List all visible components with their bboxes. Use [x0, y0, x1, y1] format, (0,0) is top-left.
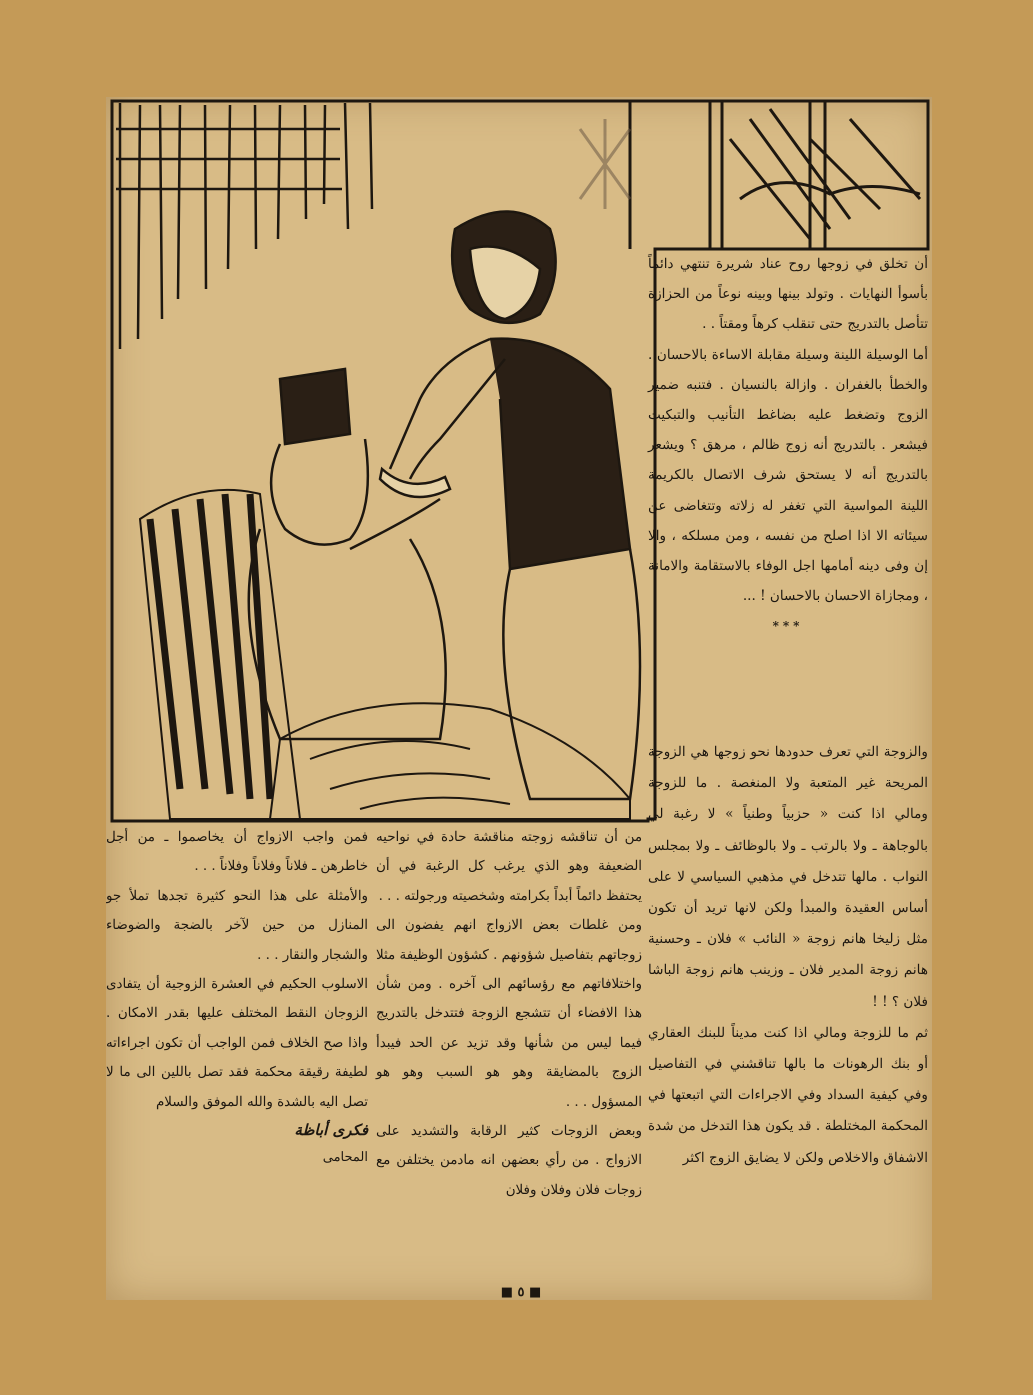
- magazine-page: [106, 97, 932, 1300]
- blanket: [270, 703, 630, 819]
- paragraph: أما الوسيلة اللينة وسيلة مقابلة الاساءة بالاحسان . والخطأ بالغفران . وازالة بالنسيان . فتنبه ضمير الزوج وتضغط عليه بضاغط التأنيب والتبكيت فيشعر . بالتدريج أنه زوج ظالم ، مرهق ؟ ويشعر بالتدريج أنه لا يستحق شرف الاتصال بالكريمة اللينة المواسية التي تغفر له زلاته وتتغاضى عن سيئاته الا اذا اصلح من نفسه ، ومن مسلكه ، والا إن وفى دينه أمامها اجل الوفاء بالاستقامة والامانة ، ومجازاة الاحسان بالاحسان ! ...: [648, 346, 928, 605]
- article-right-column: [648, 249, 928, 642]
- paragraph: والأمثلة على هذا النحو كثيرة تجدها تملأ جو المنازل من حين لآخر بالضجة والضوضاء والشجار والنقار . . .: [106, 888, 368, 963]
- section-separator: ***: [772, 619, 804, 634]
- woman: [390, 212, 640, 800]
- paragraph: فمن واجب الازواج أن يخاصموا ـ من أجل خاطرهن ـ فلاناً وفلاناً وفلاناً . . .: [106, 830, 368, 875]
- paragraph: الاسلوب الحكيم في العشرة الزوجية أن يتفادى الزوجان النقط المختلف عليها بقدر الامكان . واذا صح الخلاف فمن الواجب أن تكون اجراءاته لطيفة رقيقة محكمة فقد تصل باللين الى ما لا تصل اليه بالشدة والله الموفق والسلام: [106, 977, 368, 1110]
- author-title: المحامى: [322, 1150, 368, 1166]
- curtain: [116, 103, 372, 349]
- window-frame: [630, 101, 920, 249]
- cup: [380, 469, 450, 497]
- paragraph: والزوجة التي تعرف حدودها نحو زوجها هي الزوجة المريحة غير المتعبة ولا المنغصة . ما للزوجة ومالي اذا كنت « حزبياً وطنياً » لا رغبة لي بالوجاهة ـ ولا بالرتب ـ ولا بالوظائف ـ ولا بمجلس النواب . مالها تتدخل في مذهبي السياسي لا على أساس العقيدة والمبدأ ولكن لانها تريد أن تكون مثل زليخا هانم زوجة « النائب » فلان ـ وحسنية هانم زوجة المدير فلان ـ وزينب هانم زوجة الباشا فلان ؟ ! !: [648, 744, 928, 1010]
- article-middle-column: [376, 823, 642, 1205]
- author-signature: فكرى أباظة: [294, 1121, 368, 1140]
- paragraph: من أن تناقشه زوجته مناقشة حادة في نواحيه الضعيفة وهو الذي يرغب كل الرغبة في أن يحتفظ دائماً أبداً بكرامته وشخصيته ورجولته . . .: [376, 830, 642, 904]
- man-with-fez: [249, 369, 446, 739]
- paragraph: ومن غلطات بعض الازواج انهم يفضون الى زوجاتهم بتفاصيل شؤونهم . كشؤون الوظيفة مثلا واختلافاتهم مع رؤسائهم الى آخره . ومن شأن هذا الافضاء أن تتشجع الزوجة فتتدخل بالتدريج فيما ليس من شأنها وقد تزيد عن الحد فيبدأ الزوج بالمضايقة وهو هو السبب وهو هو المسؤول . . .: [376, 918, 642, 1110]
- stamp-smudge: [580, 119, 630, 209]
- page-number: ■ ٥ ■: [500, 1285, 542, 1300]
- paragraph: وبعض الزوجات كثير الرقابة والتشديد على الازواج . من رأي بعضهن انه مادمن يختلفن مع زوجات فلان وفلان وفلان: [376, 1124, 642, 1198]
- paragraph: ثم ما للزوجة ومالي اذا كنت مديناً للبنك العقاري أو بنك الرهونات ما بالها تناقشني في التفاصيل وفي كيفية السداد وفي الاجراءات التي اتبعتها في المحكمة المختلطة . قد يكون هذا التدخل من شدة الاشفاق والاخلاص ولكن لا يضايق الزوج اكثر: [648, 1024, 928, 1166]
- article-right-column-lower: [648, 737, 928, 1174]
- article-left-column: [106, 823, 368, 1172]
- paragraph: أن تخلق في زوجها روح عناد شريرة تنتهي دائماً بأسوأ النهايات . وتولد بينها وبينه نوعاً من الحزازة تتأصل بالتدريج حتى تنقلب كرهاً ومقتاً . .: [648, 256, 928, 333]
